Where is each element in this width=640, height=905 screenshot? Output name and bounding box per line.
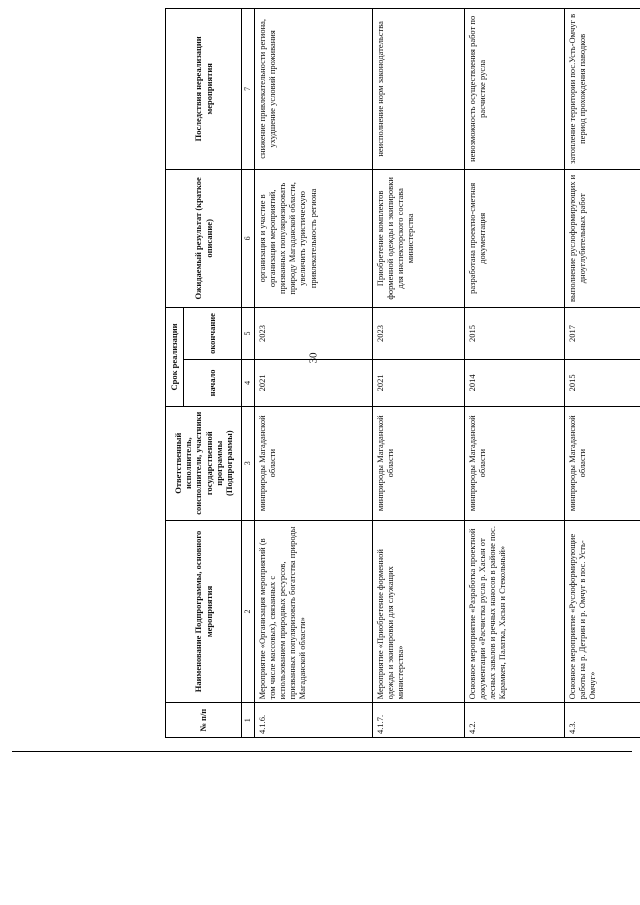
page-number: 30 [307, 352, 320, 364]
row-num: 4.1.7. [372, 703, 464, 738]
header-end: окончание [184, 308, 242, 360]
column-number: 2 [242, 520, 255, 703]
column-number: 5 [242, 308, 255, 360]
header-executor: Ответственный исполнитель, соисполнители, участники государственной программы (Подпрограммы) [166, 406, 242, 520]
row-consequence: снижение привлекательности региона, ухудшение условий проживания [254, 9, 372, 170]
row-end: 2023 [372, 308, 464, 360]
header-result: Ожидаемый результат (краткое описание) [166, 169, 242, 307]
row-start: 2015 [564, 359, 640, 406]
row-start: 2021 [254, 359, 372, 406]
row-executor: минприроды Магаданской области [464, 406, 564, 520]
column-number: 3 [242, 406, 255, 520]
row-num: 4.2. [464, 703, 564, 738]
row-name: Мероприятие «Организация мероприятий (в том числе массовых), связанных с использованием природных ресурсов, призванных популяризовать богатства природы Магаданской области» [254, 520, 372, 703]
row-name: Мероприятие «Приобретение форменной одежды и экипировки для служащих министерства» [372, 520, 464, 703]
table-row [564, 9, 640, 738]
row-num: 4.3. [564, 703, 640, 738]
row-executor: минприроды Магаданской области [564, 406, 640, 520]
table-row [254, 9, 372, 738]
bottom-rule-divider [12, 751, 632, 752]
row-end: 2023 [254, 308, 372, 360]
column-number: 1 [242, 703, 255, 738]
row-consequence: невозможность осуществления работ по расчистке русла [464, 9, 564, 170]
header-period: Срок реализации [166, 308, 184, 407]
header-consequence: Последствия нереализации мероприятия [166, 9, 242, 170]
measures-table [165, 8, 640, 738]
row-executor: минприроды Магаданской области [254, 406, 372, 520]
row-start: 2014 [464, 359, 564, 406]
row-result: разработана проектно-сметная документация [464, 169, 564, 307]
table-row [372, 9, 464, 738]
row-result: Приобретение комплектов форменной одежды и экипировки для инспекторского состава министерства [372, 169, 464, 307]
column-number: 6 [242, 169, 255, 307]
row-consequence: затопление территории пос.Усть-Омчуг в период прохождения паводков [564, 9, 640, 170]
rotated-table-wrapper [165, 8, 638, 738]
header-start: начало [184, 359, 242, 406]
header-name: Наименование Подпрограммы, основного мероприятия [166, 520, 242, 703]
table-row [464, 9, 564, 738]
column-number: 4 [242, 359, 255, 406]
row-executor: минприроды Магаданской области [372, 406, 464, 520]
row-end: 2015 [464, 308, 564, 360]
column-number: 7 [242, 9, 255, 170]
row-result: выполнение руслоформирующих и дноуглубительных работ [564, 169, 640, 307]
column-number-row [242, 9, 255, 738]
row-num: 4.1.6. [254, 703, 372, 738]
header-num: № п/п [166, 703, 242, 738]
row-result: организация и участие в организации мероприятий, призванных популяризировать природу Магаданской области, увеличить туристическую привлекательность региона [254, 169, 372, 307]
row-name: Основное мероприятие «Руслоформирующие работы на р. Детрин и р. Омчуг в пос. Усть-Омчуг» [564, 520, 640, 703]
row-end: 2017 [564, 308, 640, 360]
row-start: 2021 [372, 359, 464, 406]
row-consequence: неисполнение норм законодательства [372, 9, 464, 170]
row-name: Основное мероприятие «Разработка проектной документации «Расчистка русла р. Хасын от лесных завалов и речных наносов в районе пос. Карамкен, Палатка, Хасын и Стекольный» [464, 520, 564, 703]
